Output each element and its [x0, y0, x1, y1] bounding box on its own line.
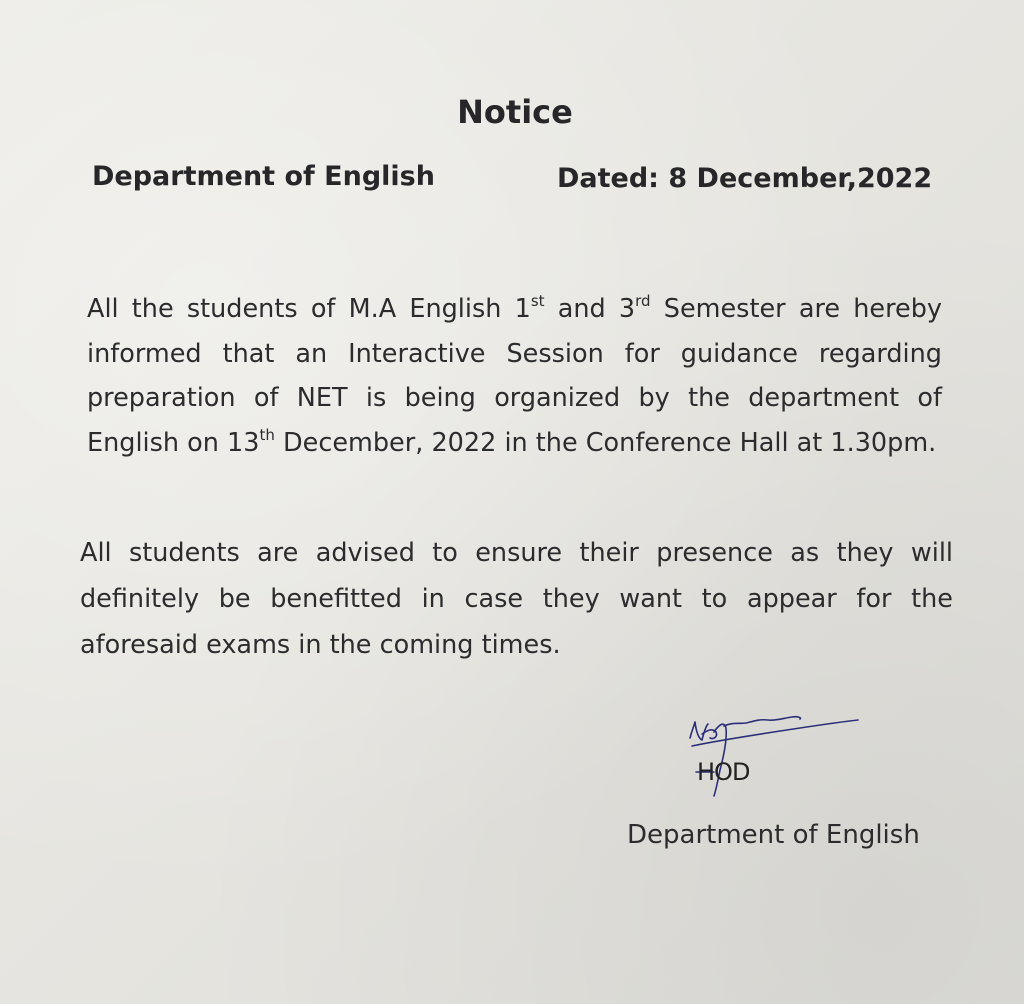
- notice-title: Notice: [457, 93, 573, 131]
- ordinal-suffix-1st: st: [530, 292, 545, 310]
- handwritten-signature: [680, 710, 870, 800]
- p1-text-b: and 3: [544, 294, 636, 324]
- notice-paragraph-1: [87, 287, 942, 465]
- p1-text-a: All the students of M.A English 1: [87, 294, 531, 324]
- notice-date: Dated: 8 December,2022: [557, 163, 933, 194]
- department-heading: Department of English: [92, 161, 435, 192]
- ordinal-suffix-13th: th: [259, 425, 275, 444]
- ordinal-suffix-3rd: rd: [635, 292, 651, 310]
- p1-text-d: December, 2022 in the Conference Hall at 1.30pm.: [274, 427, 937, 458]
- signatory-role: HOD: [697, 758, 750, 786]
- signatory-department: Department of English: [627, 820, 920, 850]
- notice-paragraph-2: All students are advised to ensure their presence as they will definitely be benefitted in case they want to appear for the aforesaid exams in the coming times.: [80, 538, 953, 660]
- p1-text-c: Semester are hereby informed that an Interactive Session for guidance regarding preparation of NET is being organized by the department of English on 13: [87, 294, 943, 458]
